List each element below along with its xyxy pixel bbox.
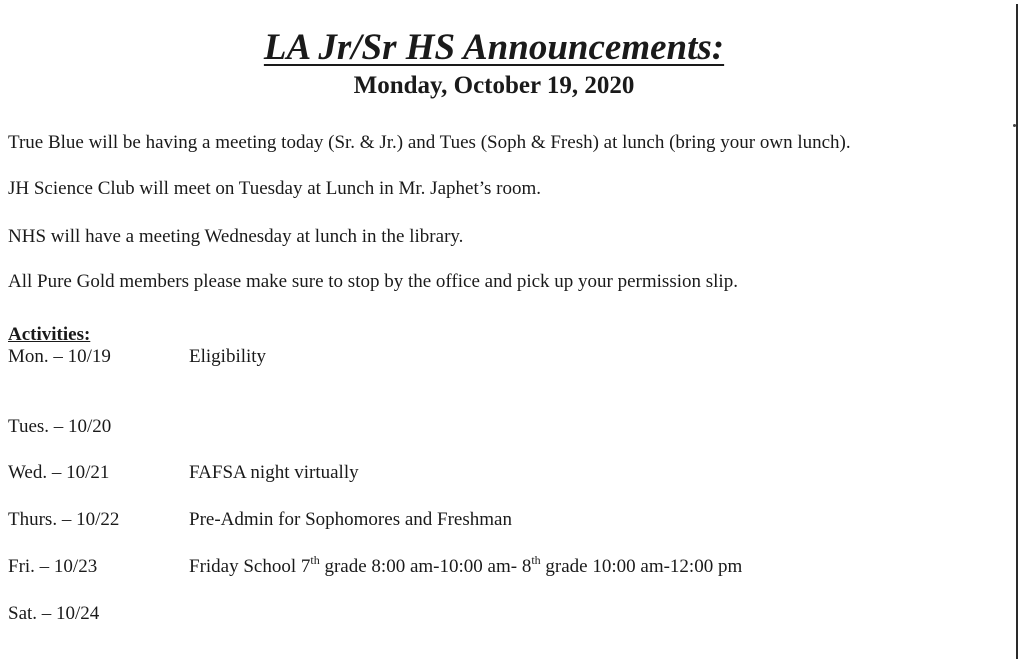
ordinal-suffix: th [310, 552, 320, 567]
activity-day: Mon. – 10/19 [8, 346, 111, 367]
activity-row-thurs [8, 508, 968, 532]
activity-day: Fri. – 10/23 [8, 556, 98, 577]
activity-day: Sat. – 10/24 [8, 603, 100, 624]
activity-event: FAFSA night virtually [189, 462, 359, 483]
ordinal-suffix: th [531, 552, 541, 567]
activity-row-fri [8, 552, 968, 579]
activity-day: Tues. – 10/20 [8, 416, 112, 437]
activity-event: Pre-Admin for Sophomores and Freshman [189, 509, 512, 530]
announcement-science-club: JH Science Club will meet on Tuesday at Lunch in Mr. Japhet’s room. [8, 178, 542, 199]
activity-event [189, 552, 743, 579]
announcement-nhs: NHS will have a meeting Wednesday at lunch in the library. [8, 226, 464, 247]
activity-day: Thurs. – 10/22 [8, 509, 120, 530]
announcement-pure-gold: All Pure Gold members please make sure to stop by the office and pick up your permission slip. [8, 271, 738, 292]
activity-day: Wed. – 10/21 [8, 462, 110, 483]
announcement-true-blue: True Blue will be having a meeting today (Sr. & Jr.) and Tues (Soph & Fresh) at lunch (bring your own lunch). [8, 132, 851, 153]
activity-row-tues [8, 415, 968, 439]
activity-row-mon [8, 345, 968, 369]
activity-event: Eligibility [189, 346, 267, 367]
event-text-part: grade 8:00 am-10:00 am- 8 [319, 556, 532, 577]
event-text-part: Friday School 7 [189, 556, 311, 577]
activities-heading: Activities: [8, 324, 91, 345]
event-text-part: grade 10:00 am-12:00 pm [540, 556, 743, 577]
scan-speck [1013, 124, 1016, 127]
activity-row-sat [8, 602, 968, 626]
activity-row-wed [8, 461, 968, 485]
scan-edge-line [1016, 4, 1018, 659]
page-title: LA Jr/Sr HS Announcements: [263, 27, 725, 68]
page-date: Monday, October 19, 2020 [353, 72, 635, 99]
